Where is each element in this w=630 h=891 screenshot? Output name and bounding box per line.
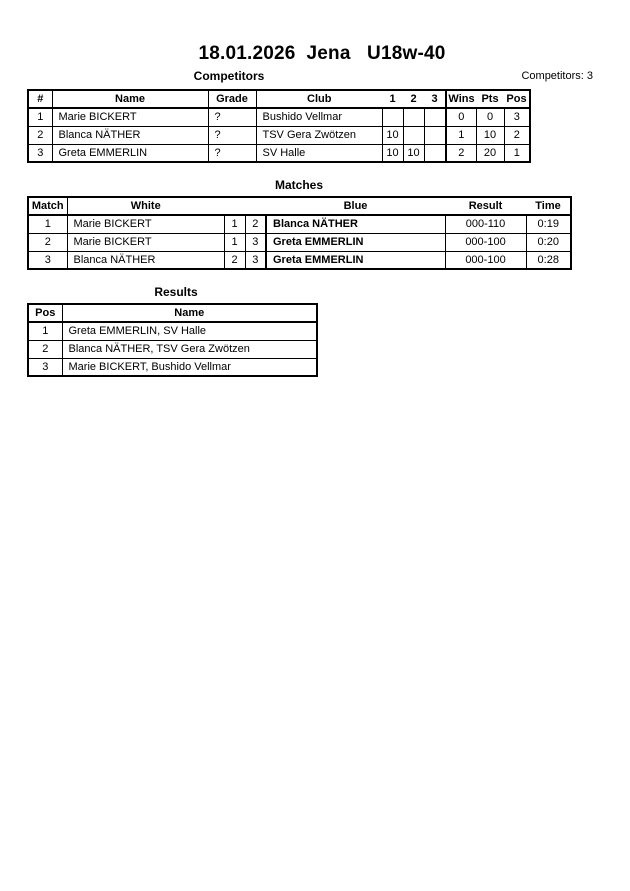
page-title: 18.01.2026 Jena U18w-40 (198, 43, 446, 64)
blue-competitor-num: 2 (245, 215, 266, 233)
result-name: Greta EMMERLIN, SV Halle (62, 322, 317, 340)
white-competitor-num: 1 (224, 215, 245, 233)
competitor-pos: 2 (504, 126, 530, 144)
competitor-club: SV Halle (256, 144, 382, 162)
col-header-time: Time (526, 197, 571, 215)
col-header-pos: Pos (28, 304, 62, 322)
competitors-table (27, 89, 531, 163)
results-header-row (28, 304, 317, 322)
competitor-pos: 3 (504, 108, 530, 126)
competitor-match1-score: 10 (382, 126, 403, 144)
blue-competitor-num: 3 (245, 233, 266, 251)
competitor-match2-score (403, 126, 424, 144)
blue-competitor-num: 3 (245, 251, 266, 269)
competitor-pts: 20 (476, 144, 504, 162)
result-pos: 1 (28, 322, 62, 340)
competitor-name: Blanca NÄTHER (52, 126, 208, 144)
col-header-blue: Blue (266, 197, 445, 215)
result-row (28, 322, 317, 340)
col-header-match2: 2 (403, 90, 424, 108)
competitor-pts: 0 (476, 108, 504, 126)
matches-table (27, 196, 572, 270)
match-time: 0:20 (526, 233, 571, 251)
col-header-white: White (67, 197, 224, 215)
white-competitor-num: 2 (224, 251, 245, 269)
col-header-name: Name (62, 304, 317, 322)
blue-competitor: Greta EMMERLIN (266, 251, 445, 269)
matches-header-row (28, 197, 571, 215)
white-competitor: Blanca NÄTHER (67, 251, 224, 269)
competitors-header-row (28, 90, 530, 108)
blue-competitor: Greta EMMERLIN (266, 233, 445, 251)
match-result: 000-100 (445, 251, 526, 269)
col-header-club: Club (256, 90, 382, 108)
competitor-club: Bushido Vellmar (256, 108, 382, 126)
competitor-wins: 1 (446, 126, 476, 144)
blue-competitor: Blanca NÄTHER (266, 215, 445, 233)
results-section-title: Results (154, 285, 198, 299)
result-row (28, 358, 317, 376)
match-time: 0:19 (526, 215, 571, 233)
competitor-pts: 10 (476, 126, 504, 144)
col-header-white-num (224, 197, 245, 215)
match-result: 000-100 (445, 233, 526, 251)
col-header-result: Result (445, 197, 526, 215)
match-number: 3 (28, 251, 67, 269)
result-row (28, 340, 317, 358)
matches-section-title: Matches (274, 178, 324, 192)
competitor-num: 2 (28, 126, 52, 144)
competitor-match1-score: 10 (382, 144, 403, 162)
match-row (28, 233, 571, 251)
match-row (28, 215, 571, 233)
competitor-match3-score (424, 126, 446, 144)
competitor-row (28, 144, 530, 162)
competitor-match1-score (382, 108, 403, 126)
competitor-num: 3 (28, 144, 52, 162)
competitor-match2-score: 10 (403, 144, 424, 162)
col-header-num: # (28, 90, 52, 108)
competitor-match3-score (424, 144, 446, 162)
competitors-section-title: Competitors (193, 69, 265, 83)
results-table (27, 303, 318, 377)
competitor-grade: ? (208, 108, 256, 126)
competitor-match3-score (424, 108, 446, 126)
result-pos: 2 (28, 340, 62, 358)
col-header-blue-num (245, 197, 266, 215)
result-name: Marie BICKERT, Bushido Vellmar (62, 358, 317, 376)
match-number: 1 (28, 215, 67, 233)
col-header-name: Name (52, 90, 208, 108)
competitor-name: Marie BICKERT (52, 108, 208, 126)
match-time: 0:28 (526, 251, 571, 269)
competitor-match2-score (403, 108, 424, 126)
col-header-match3: 3 (424, 90, 446, 108)
competitor-pos: 1 (504, 144, 530, 162)
white-competitor-num: 1 (224, 233, 245, 251)
col-header-pts: Pts (476, 90, 504, 108)
match-number: 2 (28, 233, 67, 251)
col-header-grade: Grade (208, 90, 256, 108)
competitor-num: 1 (28, 108, 52, 126)
white-competitor: Marie BICKERT (67, 215, 224, 233)
match-result: 000-110 (445, 215, 526, 233)
competitor-grade: ? (208, 126, 256, 144)
competitor-grade: ? (208, 144, 256, 162)
result-pos: 3 (28, 358, 62, 376)
result-name: Blanca NÄTHER, TSV Gera Zwötzen (62, 340, 317, 358)
white-competitor: Marie BICKERT (67, 233, 224, 251)
col-header-pos: Pos (504, 90, 530, 108)
competitor-wins: 2 (446, 144, 476, 162)
col-header-wins: Wins (446, 90, 476, 108)
col-header-match: Match (28, 197, 67, 215)
competitor-wins: 0 (446, 108, 476, 126)
competitor-club: TSV Gera Zwötzen (256, 126, 382, 144)
competitor-row (28, 108, 530, 126)
competitor-name: Greta EMMERLIN (52, 144, 208, 162)
competitor-row (28, 126, 530, 144)
competitors-count: Competitors: 3 (521, 70, 593, 82)
match-row (28, 251, 571, 269)
col-header-match1: 1 (382, 90, 403, 108)
